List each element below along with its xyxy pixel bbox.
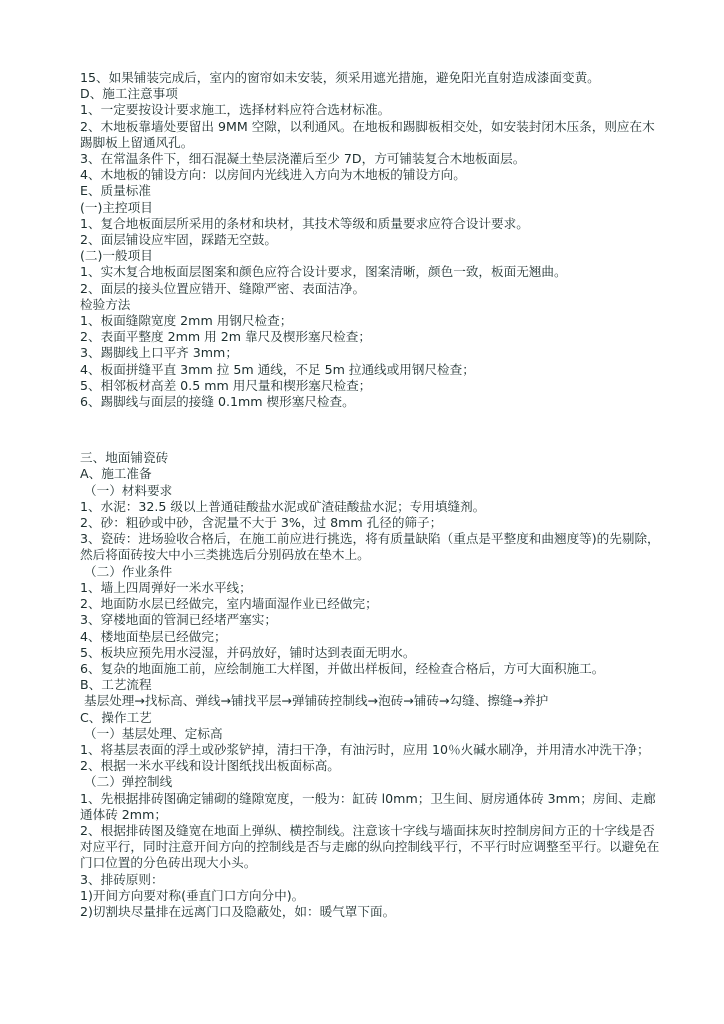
paragraph-line: 4、板面拼缝平直 3mm 拉 5m 通线，不足 5m 拉通线或用钢尺检查； [80,361,475,377]
paragraph-line: 2、面层的接头位置应错开、缝隙严密、表面洁净。 [80,280,366,296]
paragraph-line: (一)主控项目 [80,199,153,215]
paragraph-line: （二）弹控制线 [84,774,173,790]
paragraph-line: 3、穿楼地面的管洞已经堵严塞实； [80,612,277,628]
section-wood-floor-notes [70,70,660,410]
paragraph-line: 5、相邻板材高差 0.5 mm 用尺量和楔形塞尺检查； [80,377,372,393]
paragraph-line: （一）材料要求 [84,482,173,498]
paragraph-line: 2、砂：粗砂或中砂，含泥量不大于 3%，过 8mm 孔径的筛子； [80,515,443,531]
section-floor-tiling [70,450,660,920]
paragraph-line: 1、复合地板面层所采用的条材和块材，其技术等级和质量要求应符合设计要求。 [80,215,529,231]
paragraph-line: E、质量标准 [80,183,151,199]
paragraph-line: A、施工准备 [80,466,152,482]
document-body [70,70,660,920]
paragraph-line: 2)切割块尽量排在远离门口及隐蔽处，如：暖气罩下面。 [80,903,396,919]
paragraph-line: 2、根据一米水平线和设计图纸找出板面标高。 [80,758,340,774]
paragraph-line: 1)开间方向要对称(垂直门口方向分中)。 [80,887,305,903]
paragraph-line: C、操作工艺 [80,709,152,725]
paragraph-line: 2、面层铺设应牢固，踩踏无空鼓。 [80,232,277,248]
paragraph-line: 2、表面平整度 2mm 用 2m 靠尺及楔形塞尺检查； [80,329,371,345]
paragraph-line: (二)一般项目 [80,248,153,264]
paragraph-line: 4、木地板的铺设方向：以房间内光线进入方向为木地板的铺设方向。 [80,167,466,183]
paragraph-line: 4、楼地面垫层已经做完； [80,628,227,644]
paragraph-line: 1、板面缝隙宽度 2mm 用钢尺检查； [80,313,293,329]
paragraph-line: D、施工注意事项 [80,86,178,102]
paragraph-line: 2、地面防水层已经做完，室内墙面湿作业已经做完； [80,596,378,612]
paragraph-line: 6、复杂的地面施工前，应绘制施工大样图，并做出样板间，经检查合格后，方可大面积施工。 [80,660,605,676]
section-gap [70,410,660,450]
paragraph-line: 5、板块应预先用水浸湿，并码放好，铺时达到表面无明水。 [80,644,416,660]
paragraph-line: 15、如果铺装完成后，室内的窗帘如未安装，须采用遮光措施，避免阳光直射造成漆面变黄。 [80,70,600,85]
paragraph-line: 1、实木复合地板面层图案和颜色应符合设计要求，图案清晰，颜色一致，板面无翘曲。 [80,264,567,280]
paragraph-line: 2、根据排砖图及缝宽在地面上弹纵、横控制线。注意该十字线与墙面抹灰时控制房间方正的十字线是否对应平行，同时注意开间方向的控制线是否与走廊的纵向控制线平行，不平行时应调整至平行。以避免在门口位置的分色砖出现大小头。 [80,822,660,871]
paragraph-line: 6、踢脚线与面层的接缝 0.1mm 楔形塞尺检查。 [80,394,355,410]
paragraph-line: 1、将基层表面的浮土或砂浆铲掉，清扫干净，有油污时，应用 10％火碱水刷净，并用清水冲洗干净； [80,741,650,757]
paragraph-line: 3、排砖原则： [80,871,164,887]
paragraph-line: 1、一定要按设计要求施工，选择材料应符合选材标准。 [80,102,391,118]
paragraph-line: 三、地面铺瓷砖 [80,450,169,466]
paragraph-line: 2、木地板靠墙处要留出 9MM 空隙，以利通风。在地板和踢脚板相交处，如安装封闭木压条，则应在木踢脚板上留通风孔。 [80,118,655,150]
paragraph-line: 3、踢脚线上口平齐 3mm； [80,345,238,361]
paragraph-line: 基层处理→找标高、弹线→铺找平层→弹铺砖控制线→泡砖→铺砖→勾缝、擦缝→养护 [84,693,549,709]
paragraph-line: B、工艺流程 [80,677,152,693]
paragraph-line: 3、瓷砖：进场验收合格后，在施工前应进行挑选，将有质量缺陷（重点是平整度和曲翘度等)的先剔除，然后将面砖按大中小三类挑选后分别码放在垫木上。 [80,531,660,563]
paragraph-line: 1、先根据排砖图确定铺砌的缝隙宽度，一般为：缸砖 l0mm；卫生间、厨房通体砖 3mm；房间、走廊通体砖 2mm； [80,790,656,822]
paragraph-line: 1、水泥：32.5 级以上普通硅酸盐水泥或矿渣硅酸盐水泥；专用填缝剂。 [80,498,486,514]
paragraph-line: （二）作业条件 [84,563,173,579]
paragraph-line: 3、在常温条件下，细石混凝土垫层浇灌后至少 7D，方可铺装复合木地板面层。 [80,151,526,167]
paragraph-line: （一）基层处理、定标高 [84,725,223,741]
paragraph-line: 检验方法 [80,296,131,312]
paragraph-line: 1、墙上四周弹好一米水平线； [80,579,252,595]
